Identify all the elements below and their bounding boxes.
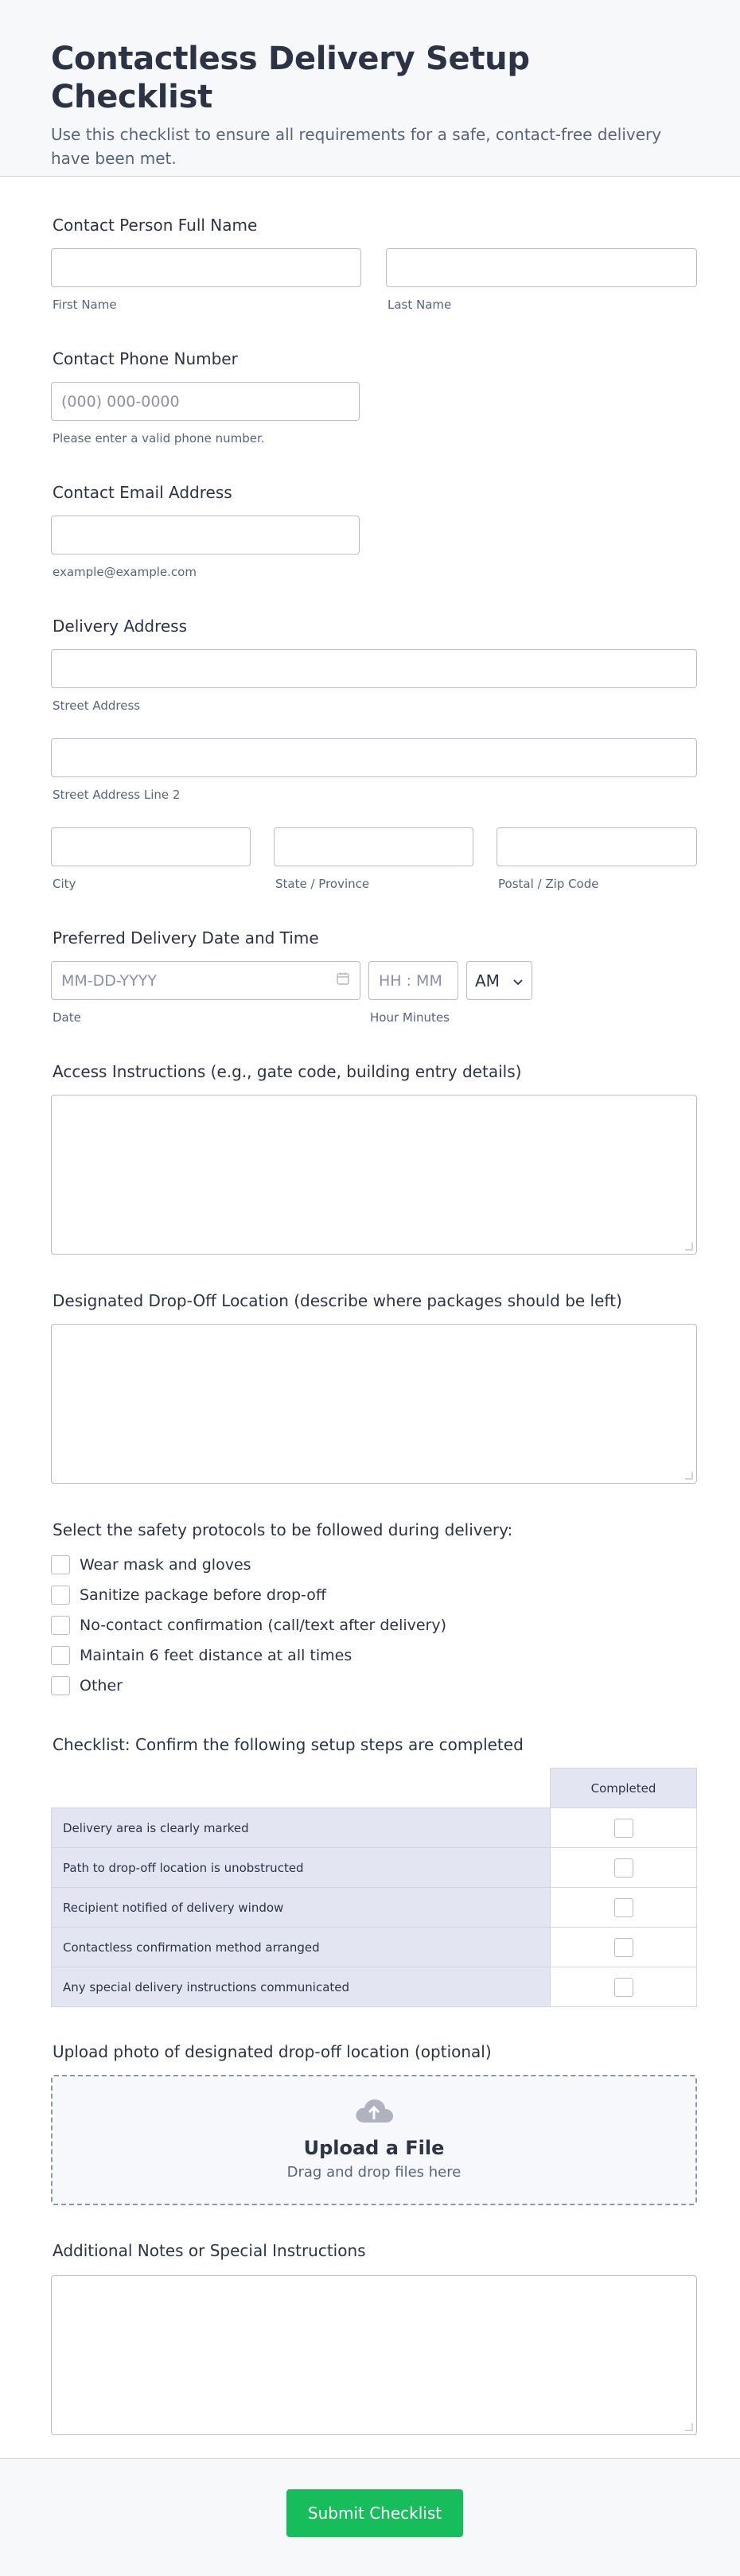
zip-input[interactable] [497,827,697,866]
first-name-sublabel: First Name [53,298,117,312]
dropoff-label: Designated Drop-Off Location (describe where packages should be left) [53,1291,622,1310]
form-footer [0,2458,740,2576]
protocol-option[interactable]: Other [51,1671,697,1701]
checkbox[interactable] [51,1586,70,1605]
city-sublabel: City [53,877,76,891]
table-row [52,1928,697,1967]
matrix-row-label: Contactless confirmation method arranged [52,1928,551,1967]
protocols-checkbox-group [51,1550,697,1701]
phone-placeholder: (000) 000-0000 [61,392,180,411]
chevron-down-icon [512,971,524,990]
protocol-option[interactable]: Wear mask and gloves [51,1550,697,1580]
protocol-option[interactable]: Sanitize package before drop-off [51,1580,697,1610]
table-row [52,1848,697,1888]
last-name-input[interactable] [386,248,697,287]
phone-label: Contact Phone Number [53,349,238,368]
first-name-input[interactable] [51,248,361,287]
matrix-column-header: Completed [551,1769,697,1808]
checkbox[interactable] [614,1938,633,1957]
email-input[interactable] [51,516,360,555]
state-sublabel: State / Province [275,877,370,891]
table-row [52,1967,697,2007]
checkbox[interactable] [51,1616,70,1635]
table-row [52,1888,697,1928]
date-sublabel: Date [53,1010,81,1025]
page-title: Contactless Delivery Setup Checklist [51,41,530,115]
matrix-corner [52,1769,551,1808]
street-address-input[interactable] [51,649,697,688]
contact-name-label: Contact Person Full Name [53,216,258,235]
protocol-option[interactable]: Maintain 6 feet distance at all times [51,1640,697,1671]
checkbox[interactable] [614,1898,633,1917]
upload-label: Upload photo of designated drop-off location (optional) [53,2042,492,2061]
protocol-option[interactable]: No-contact confirmation (call/text after delivery) [51,1610,697,1640]
phone-input[interactable] [51,382,360,421]
date-input[interactable] [51,961,360,1000]
submit-button[interactable]: Submit Checklist [286,2489,463,2537]
ampm-select[interactable] [466,961,532,1000]
time-input[interactable] [368,961,458,1000]
matrix-row-label: Recipient notified of delivery window [52,1888,551,1928]
access-label: Access Instructions (e.g., gate code, building entry details) [53,1062,522,1081]
form-header [0,0,740,177]
checkbox[interactable] [614,1978,633,1997]
street-address-sublabel: Street Address [53,698,141,713]
checklist-matrix [51,1768,697,2007]
email-label: Contact Email Address [53,483,232,502]
table-row [52,1808,697,1848]
checkbox[interactable] [51,1676,70,1695]
checkbox[interactable] [51,1555,70,1574]
address-label: Delivery Address [53,617,188,636]
notes-label: Additional Notes or Special Instructions [53,2241,366,2260]
upload-dropzone[interactable] [51,2075,697,2205]
date-placeholder: MM-DD-YYYY [61,971,157,990]
access-textarea[interactable] [51,1095,697,1255]
matrix-row-label: Delivery area is clearly marked [52,1808,551,1848]
last-name-sublabel: Last Name [388,298,452,312]
matrix-row-label: Any special delivery instructions communicated [52,1967,551,2007]
street-address-2-input[interactable] [51,738,697,777]
zip-sublabel: Postal / Zip Code [498,877,599,891]
datetime-label: Preferred Delivery Date and Time [53,928,319,948]
time-sublabel: Hour Minutes [370,1010,450,1025]
resize-handle-icon[interactable] [685,2423,693,2431]
protocols-label: Select the safety protocols to be followed during delivery: [53,1520,513,1539]
city-input[interactable] [51,827,251,866]
cloud-upload-icon [53,2097,695,2129]
form-body [0,177,740,2465]
calendar-icon[interactable] [336,971,350,990]
state-input[interactable] [274,827,473,866]
upload-title: Upload a File [303,2137,445,2159]
checkbox[interactable] [614,1858,633,1878]
matrix-row-label: Path to drop-off location is unobstructed [52,1848,551,1888]
checkbox[interactable] [51,1646,70,1665]
resize-handle-icon[interactable] [685,1472,693,1480]
page-subtitle: Use this checklist to ensure all requirements for a safe, contact-free delivery have been met. [51,125,662,168]
resize-handle-icon[interactable] [685,1243,693,1251]
time-placeholder: HH : MM [379,971,442,990]
checkbox[interactable] [614,1819,633,1838]
email-sublabel: example@example.com [53,565,197,579]
phone-sublabel: Please enter a valid phone number. [53,431,265,446]
upload-subtitle: Drag and drop files here [286,2164,462,2181]
ampm-value: AM [475,971,500,990]
street-address-2-sublabel: Street Address Line 2 [53,788,181,802]
notes-textarea[interactable] [51,2275,697,2435]
checklist-label: Checklist: Confirm the following setup steps are completed [53,1735,524,1754]
dropoff-textarea[interactable] [51,1324,697,1484]
